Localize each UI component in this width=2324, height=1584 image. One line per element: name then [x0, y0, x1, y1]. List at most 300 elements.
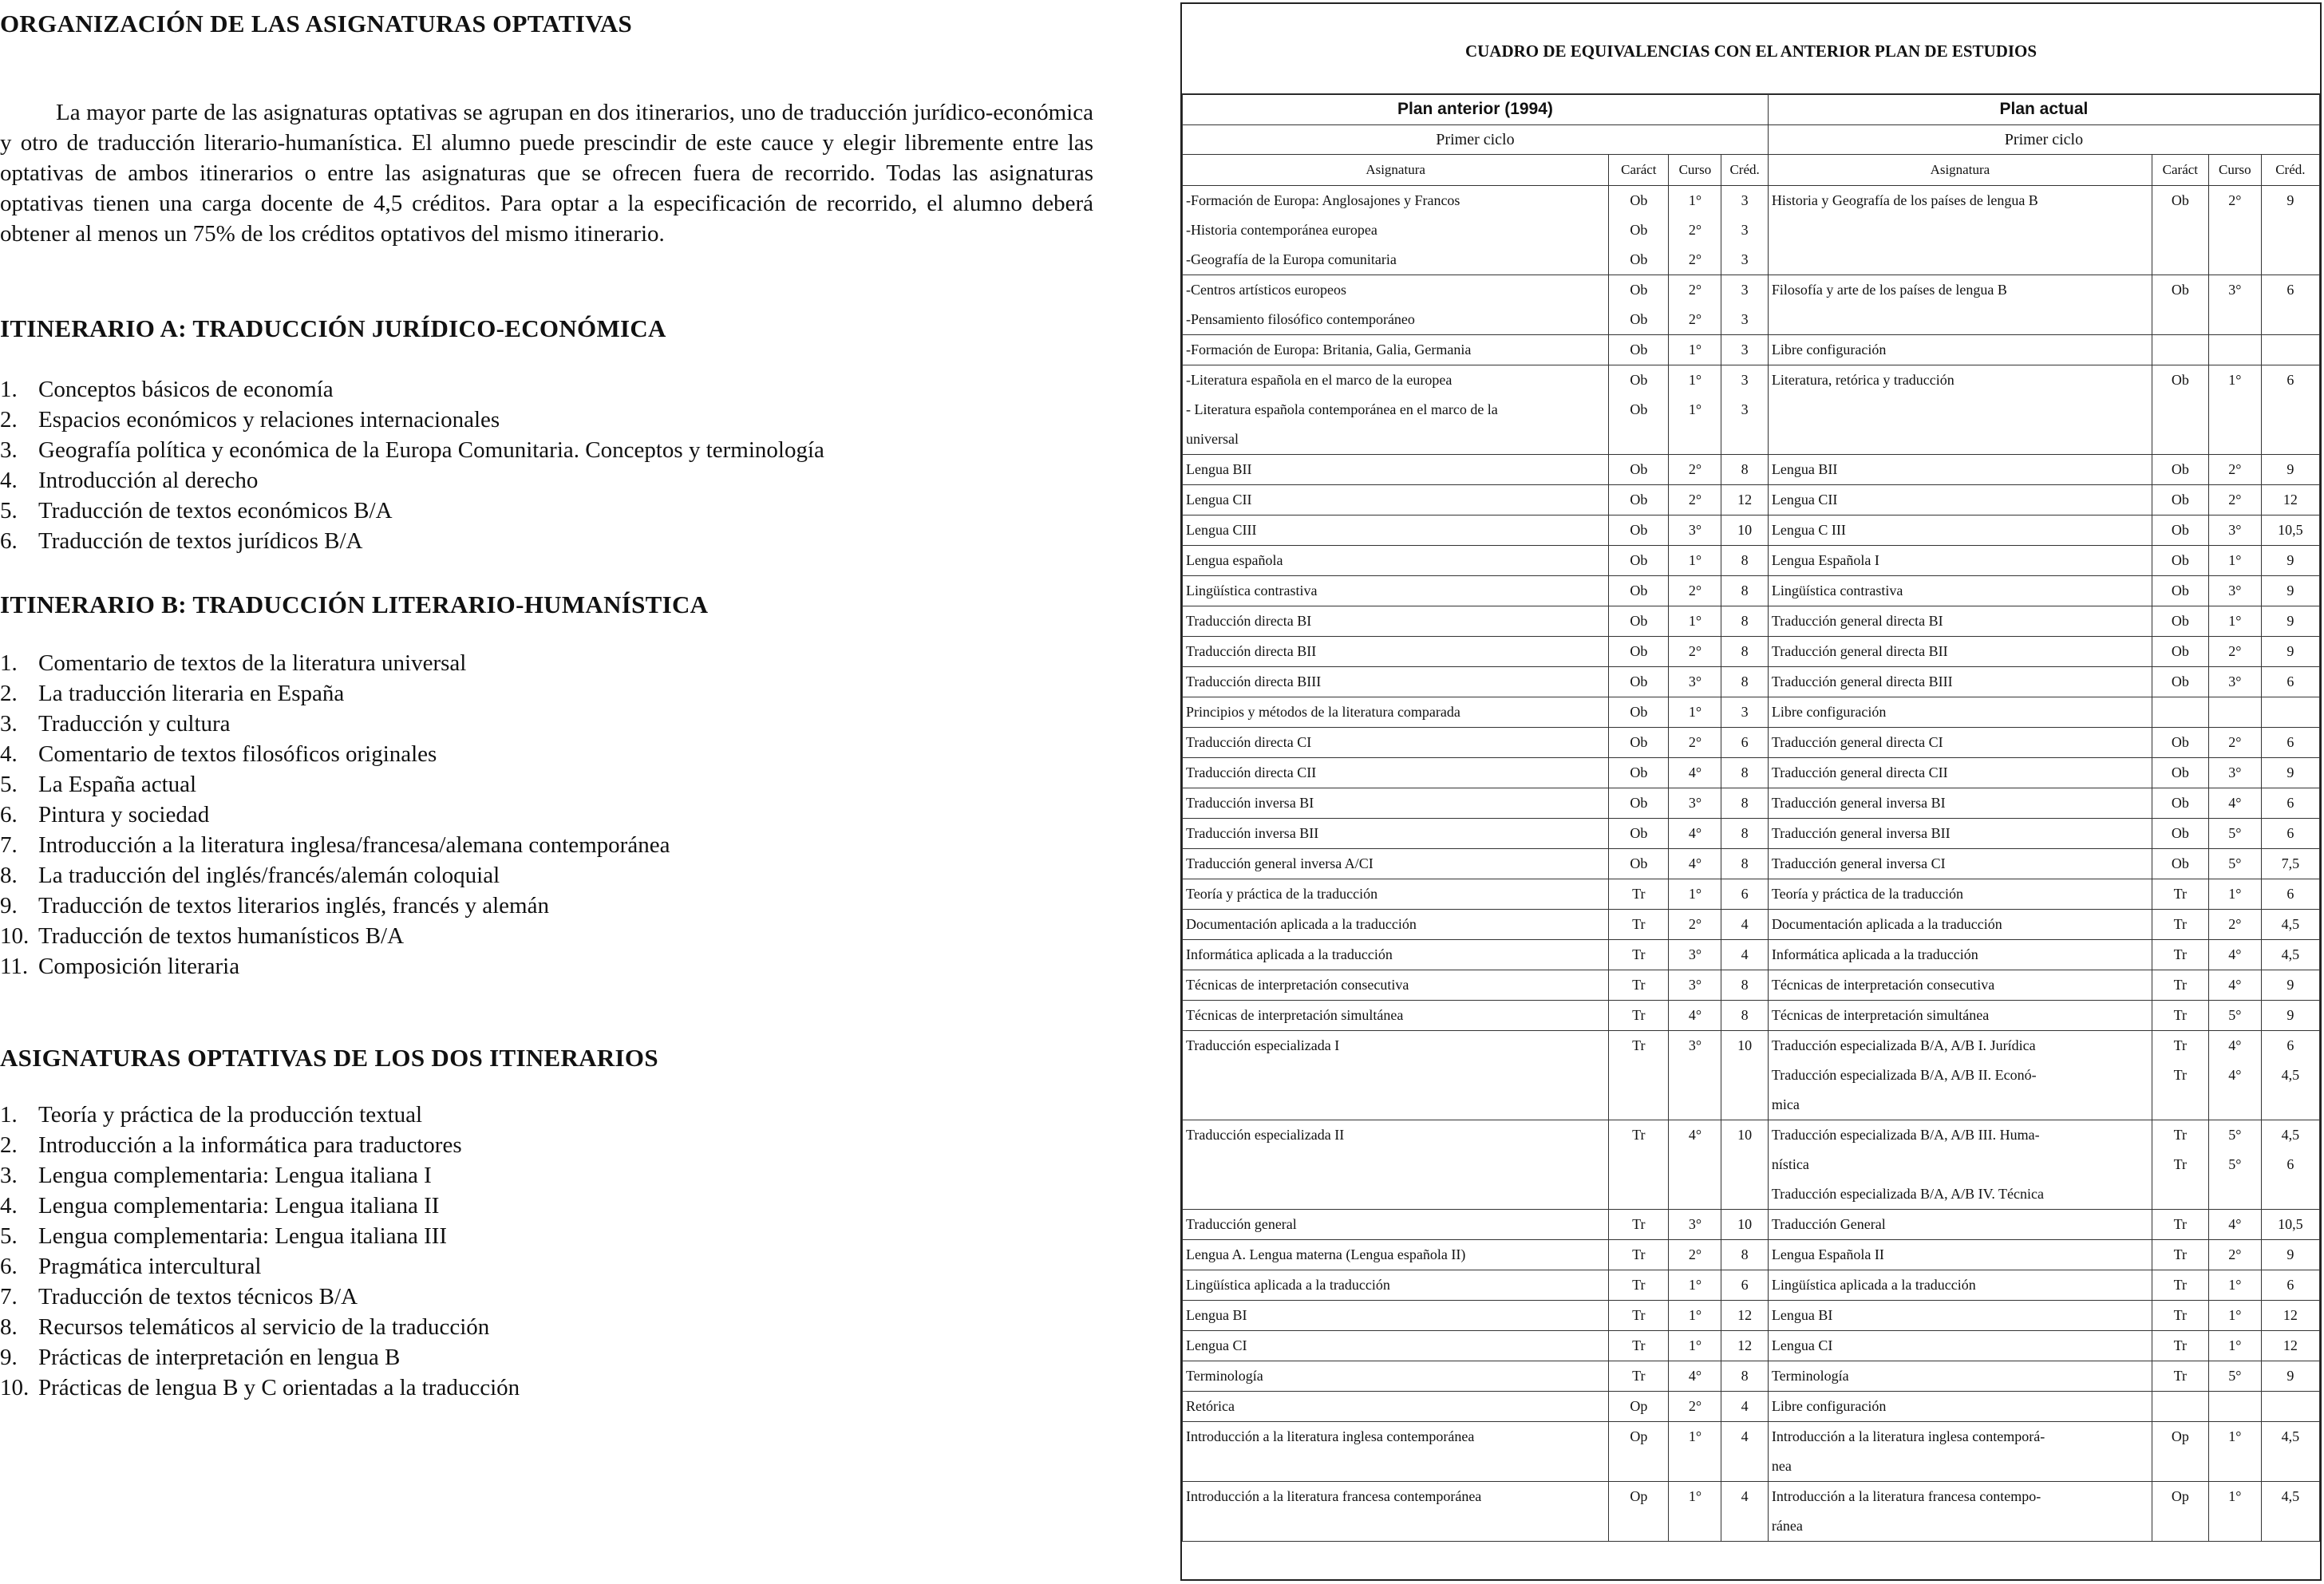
cell-line: Lengua BII [1771, 461, 1838, 477]
list-item-number: 5. [0, 1223, 18, 1249]
cell-line: 3 [1741, 311, 1749, 327]
list-item [0, 709, 670, 739]
cell-line [2156, 1452, 2205, 1481]
list-item [0, 1251, 520, 1282]
cell-plan-anterior [1669, 667, 1721, 697]
cell-plan-anterior [1669, 546, 1721, 576]
cell-line: Op [1630, 1398, 1648, 1414]
cell-line: Traducción general directa CI [1771, 734, 1943, 750]
cell-plan-anterior [1183, 940, 1609, 970]
cell-plan-anterior [1721, 697, 1769, 728]
cell-line: 1° [1688, 192, 1702, 208]
cell-line: Ob [2171, 522, 2189, 538]
cell-line: Terminología [1186, 1368, 1263, 1384]
cell-plan-anterior [1721, 879, 1769, 910]
cell-line: 5° [2228, 1007, 2242, 1023]
cell-line: 3° [2228, 673, 2242, 689]
ciclo-actual: Primer ciclo [1768, 125, 2319, 155]
cell-line: Ob [1630, 673, 1648, 689]
cell-line: Lingüística contrastiva [1186, 583, 1318, 598]
cell-line [2156, 697, 2205, 727]
list-item-number: 6. [0, 1254, 18, 1279]
cell-plan-anterior [1609, 1482, 1669, 1542]
cell-plan-actual [2152, 1361, 2208, 1392]
cell-plan-anterior [1669, 849, 1721, 879]
cell-plan-anterior [1721, 1270, 1769, 1301]
cell-plan-actual [2152, 637, 2208, 667]
cell-line: Traducción general inversa CI [1771, 855, 1946, 871]
cell-line: 4,5 [2281, 1428, 2300, 1444]
cell-plan-actual [2208, 485, 2261, 515]
cell-line: Tr [2173, 1277, 2188, 1293]
intro-paragraph: La mayor parte de las asignaturas optativas se agrupan en dos itinerarios, uno de traducción jurídico-económica y otro de traducción literario-humanística. El alumno puede prescindir de este cauce y elegir libremente entre las optativas de ambos itinerarios o entre las asignaturas que se ofrecen fuera de recorrido. Todas las asignaturas optativas tienen una carga docente de 4,5 créditos. Para optar a la especificación de recorrido, el alumno deberá obtener al menos un 75% de los créditos optativos del mismo itinerario. [0, 100, 1093, 247]
cell-plan-anterior [1721, 1210, 1769, 1240]
cell-plan-anterior [1669, 728, 1721, 758]
cell-plan-actual [2208, 1001, 2261, 1031]
cell-line: Tr [2173, 1037, 2188, 1053]
cell-plan-actual [2208, 186, 2261, 275]
table-row [1183, 1422, 2320, 1482]
cell-line [2156, 1392, 2205, 1421]
cell-line: 3 [1741, 342, 1749, 357]
list-item [0, 739, 670, 769]
cell-line: Lengua BI [1186, 1307, 1247, 1323]
cell-line: Tr [2173, 1246, 2188, 1262]
cell-line: 1° [2228, 613, 2242, 629]
cell-line: -Historia contemporánea europea [1186, 222, 1377, 238]
list-item [0, 921, 670, 951]
cell-line: Lengua española [1186, 552, 1283, 568]
cell-plan-anterior [1669, 1422, 1721, 1482]
cell-line: 5° [2228, 1156, 2242, 1172]
cell-plan-anterior [1183, 1031, 1609, 1120]
cell-line: Tr [1632, 916, 1646, 932]
list-item-number: 3. [0, 711, 18, 737]
cell-line: Tr [1632, 977, 1646, 993]
table-row [1183, 1331, 2320, 1361]
cell-line: Ob [1630, 764, 1648, 780]
cell-line: 6 [2286, 734, 2294, 750]
table-row [1183, 940, 2320, 970]
list-item [0, 1312, 520, 1342]
cell-line: Ob [1630, 222, 1648, 238]
list-item-number: 1. [0, 650, 18, 676]
cell-line: Introducción a la literatura inglesa contemporá- [1771, 1428, 2045, 1444]
cell-line: Introducción a la literatura francesa contempo- [1771, 1488, 2041, 1504]
cell-line: Traducción general inversa A/CI [1186, 855, 1373, 871]
cell-plan-anterior [1721, 1482, 1769, 1542]
cell-line: 3° [2228, 583, 2242, 598]
table-row [1183, 1301, 2320, 1331]
equivalence-table [1182, 93, 2320, 1542]
cell-plan-actual [2152, 697, 2208, 728]
list-item [0, 1373, 520, 1403]
cell-plan-actual [1768, 365, 2152, 455]
cell-line: Lingüística aplicada a la traducción [1186, 1277, 1390, 1293]
list-item [0, 465, 824, 496]
cell-plan-anterior [1721, 186, 1769, 275]
cell-line: 8 [1741, 1368, 1749, 1384]
list-item-text: Introducción a la informática para traductores [38, 1132, 462, 1158]
table-row [1183, 1120, 2320, 1210]
cell-plan-actual [2208, 788, 2261, 819]
table-row [1183, 1270, 2320, 1301]
ciclo-anterior: Primer ciclo [1183, 125, 1769, 155]
cell-plan-anterior [1721, 515, 1769, 546]
list-item [0, 769, 670, 800]
cell-plan-anterior [1669, 1301, 1721, 1331]
cell-plan-actual [1768, 1422, 2152, 1482]
cell-line: 4° [1688, 855, 1702, 871]
cell-plan-actual [2208, 758, 2261, 788]
cell-plan-actual [2261, 910, 2319, 940]
cell-plan-actual [2261, 849, 2319, 879]
cell-line: Principios y métodos de la literatura comparada [1186, 704, 1460, 720]
cell-line: Ob [1630, 311, 1648, 327]
cell-line: 5° [2228, 1127, 2242, 1143]
cell-line: 5° [2228, 1368, 2242, 1384]
list-item-number: 6. [0, 802, 18, 828]
table-row [1183, 728, 2320, 758]
cell-plan-anterior [1609, 335, 1669, 365]
cell-line: Traducción especializada II [1186, 1127, 1345, 1143]
cell-line: -Centros artísticos europeos [1186, 282, 1346, 298]
cell-plan-actual [2208, 1210, 2261, 1240]
list-item [0, 1100, 520, 1130]
cell-line: Traducción especializada B/A, A/B IV. Técnica [1771, 1186, 2044, 1202]
cell-line: Traducción directa CI [1186, 734, 1312, 750]
cell-plan-anterior [1609, 697, 1669, 728]
cell-line: 2° [1688, 251, 1702, 267]
cell-line: 1° [2228, 1337, 2242, 1353]
cell-line: 12 [1737, 492, 1753, 508]
cell-line: 1° [1688, 886, 1702, 902]
cell-plan-anterior [1721, 1120, 1769, 1210]
table-row [1183, 275, 2320, 335]
cell-plan-anterior [1669, 186, 1721, 275]
cell-line: -Literatura española en el marco de la europea [1186, 372, 1452, 388]
cell-plan-actual [1768, 1270, 2152, 1301]
cell-plan-actual [2261, 970, 2319, 1001]
cell-plan-anterior [1183, 1210, 1609, 1240]
cell-line: Tr [1632, 1127, 1646, 1143]
cell-line: Tr [1632, 886, 1646, 902]
cell-plan-actual [2261, 515, 2319, 546]
cell-line: Ob [2171, 192, 2189, 208]
list-item-text: Composición literaria [38, 954, 240, 979]
cell-plan-actual [2208, 576, 2261, 606]
cell-line: Ob [1630, 643, 1648, 659]
cell-line: Tr [1632, 1246, 1646, 1262]
cell-plan-anterior [1183, 1301, 1609, 1331]
cell-line: -Geografía de la Europa comunitaria [1186, 251, 1397, 267]
cell-plan-actual [2208, 667, 2261, 697]
cell-plan-actual [2152, 667, 2208, 697]
cell-line: 8 [1741, 461, 1749, 477]
cell-line: Libre configuración [1771, 342, 1887, 357]
cell-line: Ob [2171, 583, 2189, 598]
table-row [1183, 1361, 2320, 1392]
cell-line: Lengua C III [1771, 522, 1846, 538]
cell-plan-anterior [1609, 1331, 1669, 1361]
cell-plan-anterior [1721, 1361, 1769, 1392]
table-row [1183, 546, 2320, 576]
equivalence-table-frame [1180, 2, 2322, 1581]
cell-plan-actual [2208, 1270, 2261, 1301]
cell-plan-actual [1768, 515, 2152, 546]
cell-plan-actual [2208, 515, 2261, 546]
cell-line: 10 [1737, 1216, 1753, 1232]
list-item-text: Lengua complementaria: Lengua italiana II [38, 1193, 440, 1219]
cell-line: 4 [1741, 946, 1749, 962]
list-item [0, 1160, 520, 1191]
cell-plan-anterior [1183, 1331, 1609, 1361]
cell-line: Ob [2171, 643, 2189, 659]
cell-line: 5° [2228, 855, 2242, 871]
cell-plan-actual [2152, 788, 2208, 819]
cell-line: Tr [2173, 1067, 2188, 1083]
cell-line: 1° [1688, 1337, 1702, 1353]
table-row [1183, 1031, 2320, 1120]
cell-plan-anterior [1721, 335, 1769, 365]
cell-plan-anterior [1609, 728, 1669, 758]
cell-line: 4° [2228, 795, 2242, 811]
cell-plan-anterior [1669, 758, 1721, 788]
cell-plan-actual [1768, 485, 2152, 515]
cell-plan-actual [2152, 275, 2208, 335]
cell-line: 8 [1741, 552, 1749, 568]
cell-line: Libre configuración [1771, 1398, 1887, 1414]
cell-plan-actual [2152, 515, 2208, 546]
cell-line: 6 [2286, 372, 2294, 388]
cell-plan-actual [2152, 910, 2208, 940]
cell-plan-actual [2208, 546, 2261, 576]
table-row [1183, 515, 2320, 546]
cell-plan-actual [2261, 1031, 2319, 1120]
table-body [1183, 186, 2320, 1542]
cell-plan-anterior [1721, 275, 1769, 335]
cell-line: 7,5 [2281, 855, 2300, 871]
cell-line [2156, 335, 2205, 365]
cell-plan-anterior [1183, 1392, 1609, 1422]
cell-line: Traducción directa BII [1186, 643, 1317, 659]
cell-plan-actual [2208, 335, 2261, 365]
cell-plan-anterior [1669, 788, 1721, 819]
cell-line [2156, 1511, 2205, 1541]
cell-plan-anterior [1669, 515, 1721, 546]
table-row [1183, 365, 2320, 455]
cell-plan-anterior [1721, 1031, 1769, 1120]
cell-line: 9 [2286, 764, 2294, 780]
cell-line: 3° [1688, 1037, 1702, 1053]
cell-line: Ob [1630, 795, 1648, 811]
cell-plan-anterior [1183, 1001, 1609, 1031]
cell-line: 8 [1741, 795, 1749, 811]
cell-line: Op [2171, 1428, 2189, 1444]
cell-plan-actual [1768, 819, 2152, 849]
cell-line: 8 [1741, 977, 1749, 993]
cell-line: 1° [1688, 704, 1702, 720]
list-item-text: Traducción y cultura [38, 711, 231, 737]
cell-line: Traducción especializada B/A, A/B I. Jurídica [1771, 1037, 2036, 1053]
cell-line: 3° [1688, 1216, 1702, 1232]
cell-line: Traducción general directa BII [1771, 643, 1948, 659]
cell-line [2212, 1392, 2258, 1421]
cell-plan-anterior [1721, 667, 1769, 697]
cell-plan-anterior [1669, 1240, 1721, 1270]
cell-plan-actual [1768, 940, 2152, 970]
cell-line: 1° [2228, 1428, 2242, 1444]
cell-line: 2° [2228, 734, 2242, 750]
cell-line: 4° [2228, 1216, 2242, 1232]
table-row [1183, 879, 2320, 910]
cell-line: Literatura, retórica y traducción [1771, 372, 1954, 388]
cell-line: 8 [1741, 825, 1749, 841]
cell-plan-actual [2152, 1240, 2208, 1270]
list-item-text: Pintura y sociedad [38, 802, 210, 828]
cell-plan-actual [2208, 606, 2261, 637]
cell-plan-actual [2208, 1240, 2261, 1270]
cell-plan-actual [2152, 1482, 2208, 1542]
cell-plan-actual [1768, 697, 2152, 728]
cell-line: Tr [1632, 1037, 1646, 1053]
cell-plan-anterior [1609, 186, 1669, 275]
cell-line: 9 [2286, 192, 2294, 208]
cell-plan-actual [2152, 1210, 2208, 1240]
cell-line: universal [1186, 431, 1239, 447]
cell-plan-anterior [1183, 728, 1609, 758]
cell-plan-actual [2261, 667, 2319, 697]
cell-line: 2° [1688, 1398, 1702, 1414]
cell-line: 12 [2282, 1307, 2298, 1323]
cell-line [2265, 1511, 2316, 1541]
cell-line: Ob [2171, 613, 2189, 629]
cell-line: Tr [2173, 977, 2188, 993]
cell-line: Lengua CI [1186, 1337, 1247, 1353]
cell-line [2212, 1511, 2258, 1541]
cell-line: 9 [2286, 643, 2294, 659]
cell-plan-actual [1768, 1120, 2152, 1210]
cell-line: Tr [2173, 916, 2188, 932]
list-item [0, 374, 824, 405]
cell-line: 9 [2286, 1368, 2294, 1384]
cell-plan-anterior [1669, 455, 1721, 485]
cell-plan-actual [2152, 1392, 2208, 1422]
cell-plan-anterior [1183, 606, 1609, 637]
cell-line: Op [2171, 1488, 2189, 1504]
cell-line: -Pensamiento filosófico contemporáneo [1186, 311, 1415, 327]
cell-plan-anterior [1609, 485, 1669, 515]
cell-plan-anterior [1609, 515, 1669, 546]
cell-line: Traducción general directa CII [1771, 764, 1948, 780]
cell-plan-actual [2261, 940, 2319, 970]
cell-line: Op [1630, 1428, 1648, 1444]
cell-plan-actual [2208, 1120, 2261, 1210]
list-item [0, 1221, 520, 1251]
cell-line: Tr [1632, 1307, 1646, 1323]
cell-plan-anterior [1669, 1031, 1721, 1120]
cell-plan-actual [2208, 365, 2261, 455]
cell-plan-actual [2152, 758, 2208, 788]
cell-plan-anterior [1183, 485, 1609, 515]
cell-plan-actual [2152, 1120, 2208, 1210]
cell-line [2212, 697, 2258, 727]
cell-line: 6 [1741, 734, 1749, 750]
cell-line: 8 [1741, 855, 1749, 871]
cell-line: nística [1771, 1156, 1809, 1172]
cell-plan-anterior [1183, 1240, 1609, 1270]
cell-line: Ob [1630, 401, 1648, 417]
cell-line: Tr [1632, 1007, 1646, 1023]
cell-plan-actual [2208, 910, 2261, 940]
cell-line: Traducción directa BIII [1186, 673, 1322, 689]
cell-plan-anterior [1183, 455, 1609, 485]
cell-plan-anterior [1183, 819, 1609, 849]
cell-plan-anterior [1669, 606, 1721, 637]
cell-plan-actual [2261, 1210, 2319, 1240]
table-row [1183, 455, 2320, 485]
cell-line: Ob [1630, 282, 1648, 298]
cell-plan-actual [1768, 1001, 2152, 1031]
cell-plan-anterior [1721, 1001, 1769, 1031]
cell-line: 2° [1688, 222, 1702, 238]
list-item-text: Introducción al derecho [38, 468, 259, 493]
list-item [0, 891, 670, 921]
cell-plan-anterior [1183, 546, 1609, 576]
list-item-number: 2. [0, 1132, 18, 1158]
cell-line: Informática aplicada a la traducción [1771, 946, 1978, 962]
list-item-text: Prácticas de interpretación en lengua B [38, 1345, 401, 1370]
cell-line: Ob [1630, 492, 1648, 508]
cell-line: nea [1771, 1458, 1792, 1474]
cell-plan-actual [1768, 455, 2152, 485]
col-header: Curso [2208, 155, 2261, 186]
cell-plan-anterior [1183, 186, 1609, 275]
table-row [1183, 335, 2320, 365]
list-item-text: Traducción de textos literarios inglés, francés y alemán [38, 893, 549, 918]
col-header: Asignatura [1183, 155, 1609, 186]
cell-line: 2° [1688, 1246, 1702, 1262]
cell-line: 3 [1741, 222, 1749, 238]
cell-plan-anterior [1721, 546, 1769, 576]
heading-optativas-comunes: ASIGNATURAS OPTATIVAS DE LOS DOS ITINERARIOS [0, 1044, 658, 1072]
cell-plan-anterior [1183, 879, 1609, 910]
list-item [0, 1191, 520, 1221]
table-row [1183, 758, 2320, 788]
cell-plan-anterior [1669, 1392, 1721, 1422]
cell-plan-anterior [1669, 1001, 1721, 1031]
cell-line: 6 [2286, 1037, 2294, 1053]
list-item-text: Teoría y práctica de la producción textual [38, 1102, 423, 1128]
cell-line: Traducción General [1771, 1216, 1886, 1232]
list-item-number: 9. [0, 893, 18, 918]
list-item [0, 951, 670, 982]
cell-plan-anterior [1183, 275, 1609, 335]
cell-line: 6 [2286, 282, 2294, 298]
cell-line: 1° [1688, 552, 1702, 568]
cell-plan-actual [2152, 186, 2208, 275]
cell-plan-actual [2261, 697, 2319, 728]
cell-line [2265, 335, 2316, 365]
cell-plan-actual [1768, 728, 2152, 758]
cell-line: 1° [2228, 552, 2242, 568]
cell-plan-anterior [1183, 788, 1609, 819]
table-row [1183, 186, 2320, 275]
list-item-text: Introducción a la literatura inglesa/francesa/alemana contemporánea [38, 832, 670, 858]
cell-line: Ob [1630, 522, 1648, 538]
cell-plan-actual [2208, 1422, 2261, 1482]
cell-plan-anterior [1609, 849, 1669, 879]
